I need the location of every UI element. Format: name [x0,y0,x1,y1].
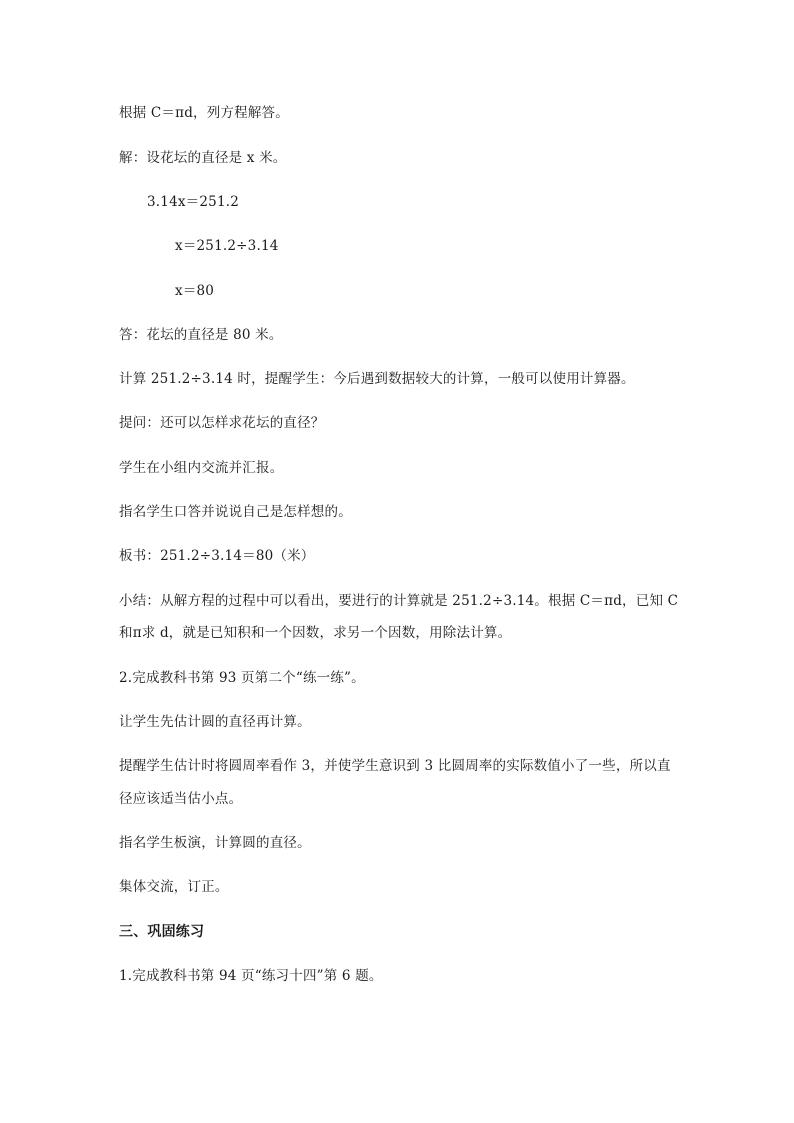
question-line: 提问：还可以怎样求花坛的直径？ [119,415,325,431]
group-discussion-line: 学生在小组内交流并汇报。 [119,460,284,476]
equation-line-3: x＝80 [175,283,215,299]
summary-line-1: 小结：从解方程的过程中可以看出，要进行的计算就是 251.2÷3.14。根据 C＝πd，已知 C [119,593,679,609]
estimate-first-line: 让学生先估计圆的直径再计算。 [119,714,311,730]
summary-line-2: 和π求 d，就是已知积和一个因数，求另一个因数，用除法计算。 [119,625,512,641]
section-heading: 三、巩固练习 [119,924,205,940]
formula-intro-line: 根据 C＝πd，列方程解答。 [119,105,289,121]
answer-line: 答：花坛的直径是 80 米。 [119,327,283,343]
equation-line-1: 3.14x＝251.2 [147,194,240,210]
collective-correction-line: 集体交流，订正。 [119,879,229,895]
estimate-reminder-line-1: 提醒学生估计时将圆周率看作 3，并使学生意识到 3 比圆周率的实际数值小了一些，所以直 [119,758,671,774]
exercise-2-line: 2.完成教科书第 93 页第二个“练一练”。 [119,670,365,686]
equation-line-2: x＝251.2÷3.14 [175,238,279,254]
solution-setup-line: 解：设花坛的直径是 x 米。 [119,150,287,166]
board-writing-line: 板书：251.2÷3.14＝80（米） [119,548,315,564]
estimate-reminder-line-2: 径应该适当估小点。 [119,791,243,807]
board-demo-line: 指名学生板演，计算圆的直径。 [119,835,311,851]
oral-answer-line: 指名学生口答并说说自己是怎样想的。 [119,504,352,520]
exercise-6-line: 1.完成教科书第 94 页“练习十四”第 6 题。 [119,968,383,984]
calculator-reminder-line: 计算 251.2÷3.14 时，提醒学生：今后遇到数据较大的计算，一般可以使用计算器。 [119,371,635,387]
